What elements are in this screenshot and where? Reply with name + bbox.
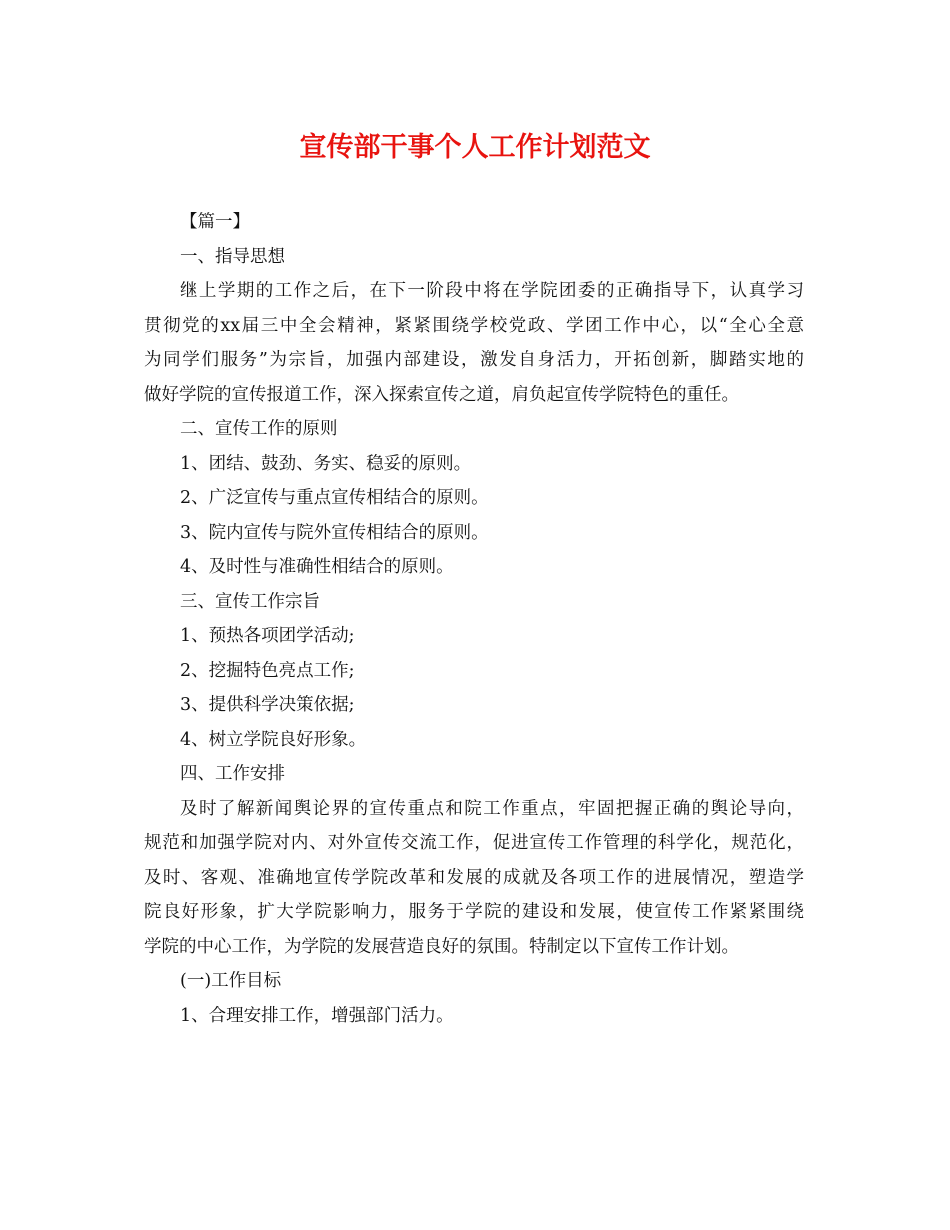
paragraph-line: 一、指导思想 [180,246,285,267]
paragraph-line: 及时了解新闻舆论界的宣传重点和院工作重点，牢固把握正确的舆论导向， [180,798,804,819]
paragraph-line: 三、宣传工作宗旨 [180,591,320,612]
paragraph-line: (一)工作目标 [180,971,282,991]
paragraph-line: 1、合理安排工作，增强部门活力。 [180,1005,454,1026]
paragraph-line: 及时、客观、准确地宣传学院改革和发展的成就及各项工作的进展情况，塑造学 [144,867,804,888]
paragraph-line: 4、及时性与准确性相结合的原则。 [180,557,454,577]
paragraph-line: 2、广泛宣传与重点宣传相结合的原则。 [180,488,489,508]
paragraph-line: 贯彻党的xx届三中全会精神，紧紧围绕学校党政、学团工作中心，以“全心全意 [144,315,804,336]
paragraph-line: 【篇一】 [180,212,250,232]
paragraph-line: 二、宣传工作的原则 [180,419,338,439]
paragraph-line: 3、提供科学决策依据; [180,695,355,715]
document-body [144,205,804,1033]
document-title: 宣传部干事个人工作计划范文 [299,132,651,163]
paragraph-line: 院良好形象，扩大学院影响力，服务于学院的建设和发展，使宣传工作紧紧围绕 [144,902,804,922]
paragraph-line: 1、团结、鼓劲、务实、稳妥的原则。 [180,453,472,474]
paragraph-line: 规范和加强学院对内、对外宣传交流工作，促进宣传工作管理的科学化，规范化， [144,833,804,853]
paragraph-line: 1、预热各项团学活动; [180,626,355,646]
paragraph-line: 做好学院的宣传报道工作，深入探索宣传之道，肩负起宣传学院特色的重任。 [144,384,739,405]
paragraph-line: 学院的中心工作，为学院的发展营造良好的氛围。特制定以下宣传工作计划。 [144,936,739,957]
paragraph-line: 4、树立学院良好形象。 [180,729,367,750]
paragraph-line: 为同学们服务”为宗旨，加强内部建设，激发自身活力，开拓创新，脚踏实地的 [144,350,804,370]
paragraph-line: 四、工作安排 [180,764,285,784]
paragraph-line: 3、院内宣传与院外宣传相结合的原则。 [180,522,489,543]
paragraph-line: 2、挖掘特色亮点工作; [180,660,355,681]
paragraph-line: 继上学期的工作之后，在下一阶段中将在学院团委的正确指导下，认真学习 [180,281,804,301]
